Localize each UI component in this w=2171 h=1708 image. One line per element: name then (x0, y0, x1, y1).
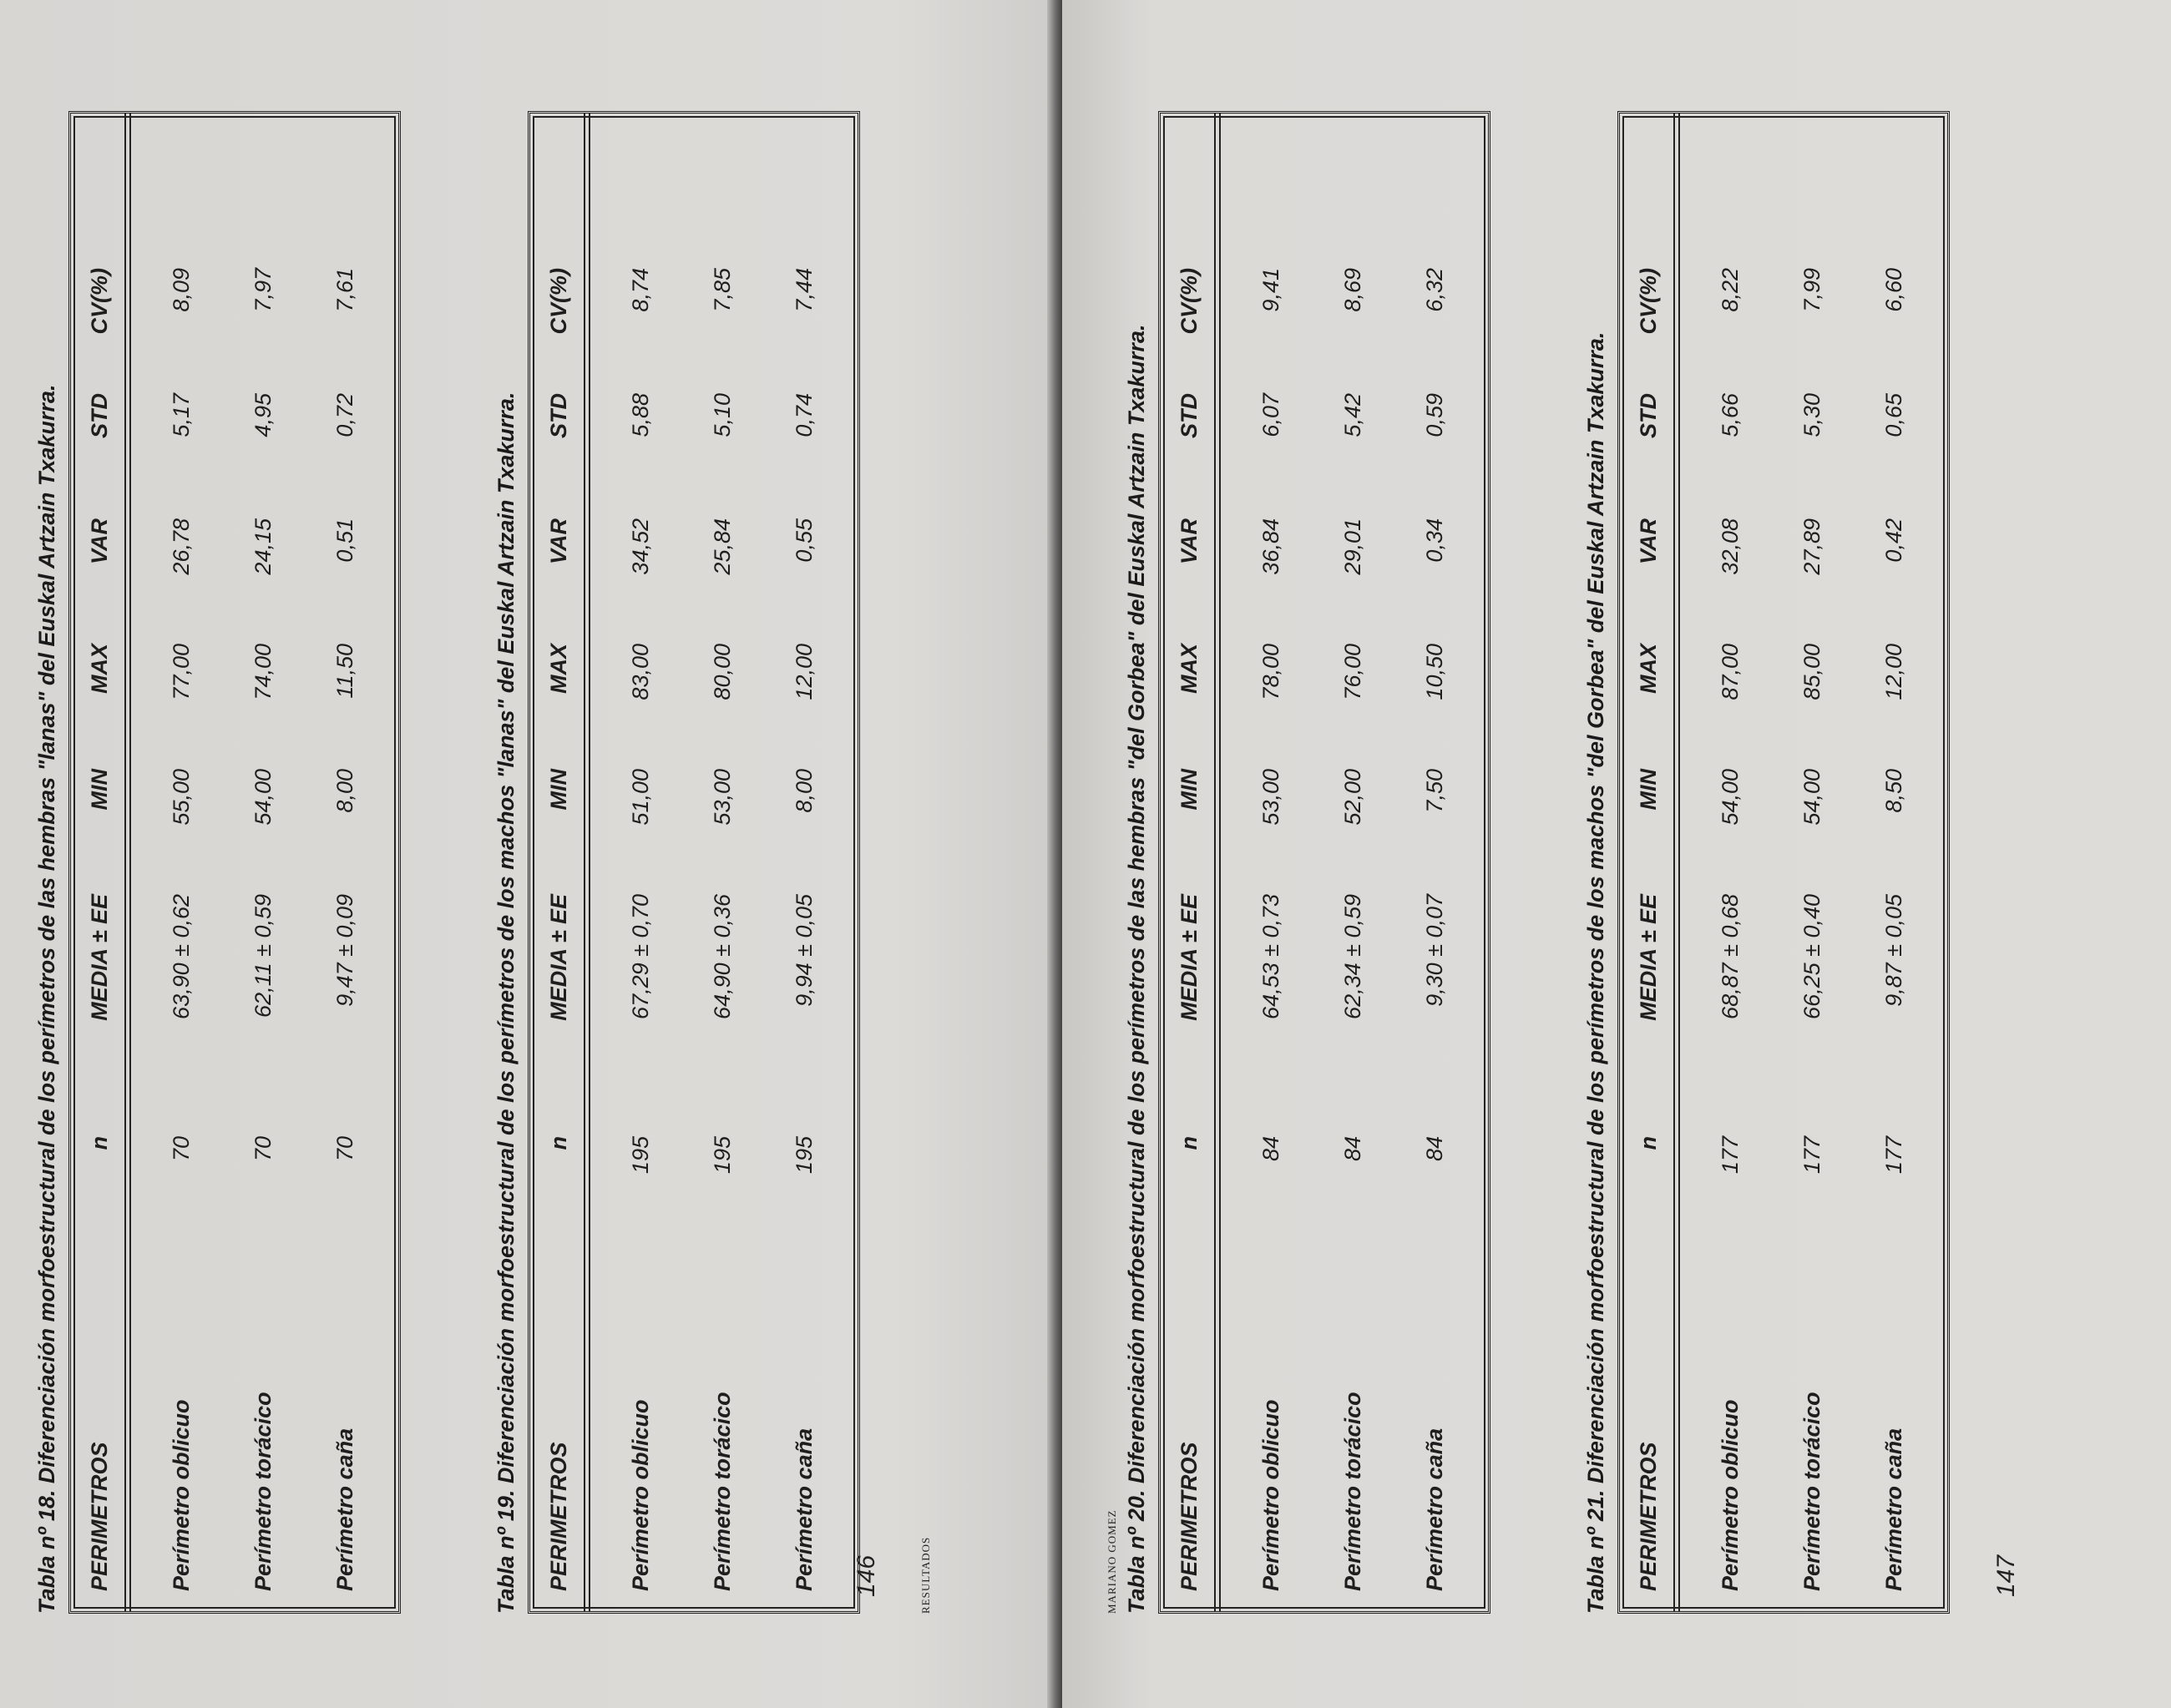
table-row (777, 114, 831, 1611)
cell-media: 66,25 ± 0,40 (1799, 894, 1824, 1019)
cell-n: 70 (331, 1136, 357, 1162)
cell-var: 24,15 (250, 518, 276, 575)
cell-max: 78,00 (1258, 644, 1283, 700)
table-frame (528, 111, 860, 1614)
cell-n: 195 (791, 1136, 817, 1175)
header-std: STD (1176, 393, 1202, 438)
cell-cv: 8,69 (1339, 268, 1365, 312)
cell-var: 0,55 (791, 518, 817, 563)
cell-cv: 7,97 (250, 268, 276, 312)
cell-n: 177 (1717, 1136, 1743, 1175)
cell-max: 77,00 (168, 644, 194, 700)
table-header-row (1162, 114, 1216, 1611)
cell-perimetro: Perímetro oblicuo (1258, 1399, 1283, 1591)
table-row (1408, 114, 1461, 1611)
cell-std: 5,17 (168, 393, 194, 437)
cell-min: 53,00 (709, 769, 735, 826)
header-n: n (1176, 1136, 1202, 1150)
cell-std: 0,72 (331, 393, 357, 437)
cell-media: 64,53 ± 0,73 (1258, 894, 1283, 1019)
cell-std: 0,74 (791, 393, 817, 437)
cell-std: 5,42 (1339, 393, 1365, 437)
table-header-row (532, 114, 585, 1611)
right-page-content (1099, 61, 2134, 1647)
table-caption: Tabla nº 21. Diferenciación morfoestructural de los perímetros de los machos "del Gorbea" del Euskal Artzain Txakurra. (1583, 331, 1608, 1614)
header-std: STD (545, 393, 571, 438)
header-var: VAR (545, 518, 571, 565)
cell-max: 85,00 (1799, 644, 1824, 700)
table-caption: Tabla nº 20. Diferenciación morfoestructural de los perímetros de las hembras "del Gorbea" del Euskal Artzain Txakurra. (1124, 324, 1149, 1614)
cell-perimetro: Perímetro oblicuo (627, 1399, 653, 1591)
table-caption: Tabla nº 18. Diferenciación morfoestructural de los perímetros de las hembras "lanas" del Euskal Artzain Txakurra. (34, 384, 59, 1614)
header-min: MIN (86, 769, 112, 811)
cell-var: 0,42 (1880, 518, 1906, 563)
cell-var: 34,52 (627, 518, 653, 575)
cell-perimetro: Perímetro caña (331, 1428, 357, 1591)
header-var: VAR (86, 518, 112, 565)
cell-min: 54,00 (1799, 769, 1824, 826)
cell-min: 8,00 (791, 769, 817, 813)
cell-n: 70 (250, 1136, 276, 1162)
table-frame (1158, 111, 1490, 1614)
header-var: VAR (1176, 518, 1202, 565)
cell-max: 10,50 (1421, 644, 1447, 700)
cell-media: 64,90 ± 0,36 (709, 894, 735, 1019)
running-head: MARIANO GOMEZ (1106, 1509, 1118, 1614)
table-row (154, 114, 208, 1611)
table-row (1326, 114, 1379, 1611)
table-row (696, 114, 749, 1611)
cell-cv: 7,85 (709, 268, 735, 312)
table-frame (1617, 111, 1950, 1614)
header-max: MAX (1635, 644, 1661, 694)
table-row (318, 114, 372, 1611)
cell-var: 27,89 (1799, 518, 1824, 575)
cell-min: 54,00 (1717, 769, 1743, 826)
header-separator (124, 114, 131, 1611)
cell-max: 11,50 (331, 644, 357, 699)
table-20 (1124, 111, 1490, 1614)
cell-media: 68,87 ± 0,68 (1717, 894, 1743, 1019)
running-head: RESULTADOS (919, 1536, 932, 1614)
cell-cv: 8,74 (627, 268, 653, 312)
cell-n: 84 (1258, 1136, 1283, 1162)
header-media: MEDIA ± EE (545, 894, 571, 1021)
cell-perimetro: Perímetro torácico (250, 1392, 276, 1591)
cell-n: 177 (1799, 1136, 1824, 1175)
header-separator (1214, 114, 1221, 1611)
cell-media: 63,90 ± 0,62 (168, 894, 194, 1019)
cell-media: 9,30 ± 0,07 (1421, 894, 1447, 1007)
cell-max: 83,00 (627, 644, 653, 700)
table-row (614, 114, 667, 1611)
cell-min: 52,00 (1339, 769, 1365, 826)
header-max: MAX (1176, 644, 1202, 694)
table-row (1703, 114, 1757, 1611)
header-std: STD (1635, 393, 1661, 438)
header-perimetros: PERIMETROS (86, 1442, 112, 1591)
table-21 (1583, 111, 1950, 1614)
cell-min: 7,50 (1421, 769, 1447, 813)
cell-min: 55,00 (168, 769, 194, 826)
cell-perimetro: Perímetro oblicuo (168, 1399, 194, 1591)
cell-media: 9,87 ± 0,05 (1880, 894, 1906, 1007)
header-cv: CV(%) (86, 268, 112, 335)
cell-perimetro: Perímetro oblicuo (1717, 1399, 1743, 1591)
cell-n: 70 (168, 1136, 194, 1162)
header-cv: CV(%) (1176, 268, 1202, 335)
header-media: MEDIA ± EE (1176, 894, 1202, 1021)
cell-perimetro: Perímetro torácico (1339, 1392, 1365, 1591)
cell-std: 0,65 (1880, 393, 1906, 437)
cell-var: 25,84 (709, 518, 735, 575)
cell-max: 87,00 (1717, 644, 1743, 700)
header-n: n (545, 1136, 571, 1150)
cell-max: 80,00 (709, 644, 735, 700)
table-caption: Tabla nº 19. Diferenciación morfoestructural de los perímetros de los machos "lanas" del Euskal Artzain Txakurra. (493, 392, 519, 1614)
header-separator (1673, 114, 1680, 1611)
cell-cv: 7,99 (1799, 268, 1824, 312)
header-separator (584, 114, 590, 1611)
table-header-row (1622, 114, 1675, 1611)
table-row (1785, 114, 1839, 1611)
header-n: n (1635, 1136, 1661, 1150)
cell-min: 54,00 (250, 769, 276, 826)
cell-cv: 8,09 (168, 268, 194, 312)
cell-var: 0,34 (1421, 518, 1447, 563)
cell-min: 8,00 (331, 769, 357, 813)
cell-media: 9,47 ± 0,09 (331, 894, 357, 1007)
cell-std: 5,66 (1717, 393, 1743, 437)
table-frame (68, 111, 401, 1614)
cell-cv: 7,61 (331, 268, 357, 312)
cell-n: 177 (1880, 1136, 1906, 1175)
header-cv: CV(%) (545, 268, 571, 335)
header-n: n (86, 1136, 112, 1150)
cell-std: 5,10 (709, 393, 735, 437)
cell-n: 84 (1339, 1136, 1365, 1162)
cell-cv: 8,22 (1717, 268, 1743, 312)
header-media: MEDIA ± EE (86, 894, 112, 1021)
header-std: STD (86, 393, 112, 438)
cell-media: 62,11 ± 0,59 (250, 894, 276, 1018)
page-number: 146 (853, 1554, 880, 1597)
cell-max: 12,00 (1880, 644, 1906, 700)
cell-min: 51,00 (627, 769, 653, 826)
cell-max: 74,00 (250, 644, 276, 700)
cell-var: 29,01 (1339, 518, 1365, 575)
cell-media: 9,94 ± 0,05 (791, 894, 817, 1007)
cell-std: 5,30 (1799, 393, 1824, 437)
header-min: MIN (1176, 769, 1202, 811)
cell-media: 67,29 ± 0,70 (627, 894, 653, 1019)
cell-perimetro: Perímetro caña (791, 1428, 817, 1591)
cell-var: 0,51 (331, 518, 357, 563)
cell-std: 6,07 (1258, 393, 1283, 437)
cell-cv: 6,60 (1880, 268, 1906, 312)
cell-cv: 9,41 (1258, 268, 1283, 312)
cell-n: 195 (627, 1136, 653, 1175)
cell-var: 36,84 (1258, 518, 1283, 575)
cell-perimetro: Perímetro torácico (709, 1392, 735, 1591)
header-cv: CV(%) (1635, 268, 1661, 335)
header-media: MEDIA ± EE (1635, 894, 1661, 1021)
header-perimetros: PERIMETROS (545, 1442, 571, 1591)
table-18 (34, 111, 401, 1614)
cell-var: 26,78 (168, 518, 194, 575)
cell-std: 4,95 (250, 393, 276, 437)
table-row (1244, 114, 1298, 1611)
header-perimetros: PERIMETROS (1635, 1442, 1661, 1591)
cell-perimetro: Perímetro caña (1421, 1428, 1447, 1591)
cell-std: 0,59 (1421, 393, 1447, 437)
cell-perimetro: Perímetro torácico (1799, 1392, 1824, 1591)
header-min: MIN (545, 769, 571, 811)
table-row (1867, 114, 1920, 1611)
cell-perimetro: Perímetro caña (1880, 1428, 1906, 1591)
cell-cv: 7,44 (791, 268, 817, 312)
cell-var: 32,08 (1717, 518, 1743, 575)
left-page (0, 0, 1054, 1708)
cell-std: 5,88 (627, 393, 653, 437)
cell-n: 195 (709, 1136, 735, 1175)
header-min: MIN (1635, 769, 1661, 811)
header-max: MAX (86, 644, 112, 694)
right-page (1062, 0, 2171, 1708)
cell-cv: 6,32 (1421, 268, 1447, 312)
left-page-content (9, 61, 1045, 1647)
cell-max: 12,00 (791, 644, 817, 700)
cell-min: 53,00 (1258, 769, 1283, 826)
cell-max: 76,00 (1339, 644, 1365, 700)
page-number: 147 (1992, 1554, 2020, 1597)
table-header-row (73, 114, 126, 1611)
cell-n: 84 (1421, 1136, 1447, 1162)
header-max: MAX (545, 644, 571, 694)
table-19 (493, 111, 860, 1614)
table-row (236, 114, 290, 1611)
cell-media: 62,34 ± 0,59 (1339, 894, 1365, 1019)
header-var: VAR (1635, 518, 1661, 565)
cell-min: 8,50 (1880, 769, 1906, 813)
header-perimetros: PERIMETROS (1176, 1442, 1202, 1591)
